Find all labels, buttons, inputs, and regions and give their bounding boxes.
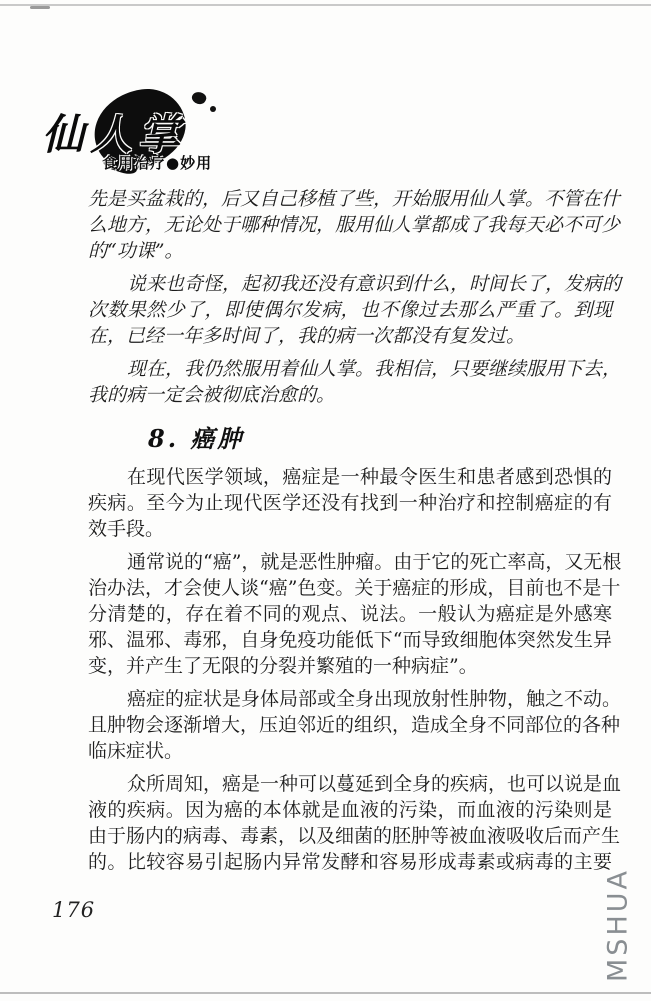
text-line: 通常说的“癌”，就是恶性肿瘤。由于它的死亡率高，又无根 xyxy=(127,551,622,573)
text-line: 的“功课”。 xyxy=(88,240,184,262)
text-line: 癌症的症状是身体局部或全身出现放射性肿物，触之不动。 xyxy=(127,688,622,710)
text-line: 邪、温邪、毒邪，自身免疫功能低下“而导致细胞体突然发生异 xyxy=(88,629,612,651)
paragraph xyxy=(88,464,612,542)
text-line: 由于肠内的病毒、毒素，以及细菌的胚肿等被血液吸收后而产生 xyxy=(88,825,621,847)
text-line: 治办法，才会使人谈“癌”色变。关于癌症的形成，目前也不是十 xyxy=(88,577,621,599)
text-line: 我的病一定会被彻底治愈的。 xyxy=(88,384,336,406)
paragraph xyxy=(88,771,622,875)
paragraph xyxy=(88,686,622,764)
text-line: 的。比较容易引起肠内异常发酵和容易形成毒素或病毒的主要 xyxy=(88,851,612,873)
logo-title: 仙人掌 xyxy=(42,110,187,159)
text-line: 且肿物会逐渐增大，压迫邻近的组织，造成全身不同部位的各种 xyxy=(88,714,621,736)
text-line: 在现代医学领域，癌症是一种最令医生和患者感到恐惧的 xyxy=(127,466,612,488)
text-line: 临床症状。 xyxy=(88,740,184,762)
paragraph xyxy=(88,549,622,679)
book-logo xyxy=(42,88,292,183)
intro-paragraphs xyxy=(88,186,622,408)
text-line: 说来也奇怪，起初我还没有意识到什么，时间长了，发病的 xyxy=(127,273,622,295)
section-heading: 8. 癌肿 xyxy=(148,424,245,453)
text-line: 在，已经一年多时间了，我的病一次都没有复发过。 xyxy=(88,325,526,347)
text-line: 先是买盆栽的，后又自己移植了些，开始服用仙人掌。不管在什 xyxy=(88,188,621,210)
section-paragraphs xyxy=(88,464,622,875)
text-line: 么地方，无论处于哪种情况，服用仙人掌都成了我每天必不可少 xyxy=(88,214,621,236)
scan-edge-top xyxy=(0,4,651,6)
page-number: 176 xyxy=(52,898,96,922)
watermark-text: MSHUA xyxy=(602,868,634,982)
ink-dot xyxy=(210,106,216,112)
paragraph xyxy=(88,271,622,349)
scan-mark xyxy=(30,6,50,9)
text-line: 众所周知，癌是一种可以蔓延到全身的疾病，也可以说是血 xyxy=(127,773,622,795)
paragraph xyxy=(88,356,622,408)
paragraph xyxy=(88,186,621,264)
text-line: 现在，我仍然服用着仙人掌。我相信，只要继续服用下去， xyxy=(127,358,622,380)
text-line: 疾病。至今为止现代医学还没有找到一种治疗和控制癌症的有 xyxy=(88,492,612,514)
text-line: 变，并产生了无限的分裂并繁殖的一种病症”。 xyxy=(88,655,478,677)
text-line: 效手段。 xyxy=(88,518,165,540)
ink-dot xyxy=(190,89,208,106)
text-line: 次数果然少了，即使偶尔发病，也不像过去那么严重了。到现 xyxy=(88,299,612,321)
scan-edge-bottom xyxy=(0,992,651,994)
body-text-column xyxy=(88,186,622,882)
text-line: 液的疾病。因为癌的本体就是血液的污染，而血液的污染则是 xyxy=(88,799,612,821)
logo-subtitle: 食用治疗●妙用 xyxy=(102,154,213,172)
text-line: 分清楚的，存在着不同的观点、说法。一般认为癌症是外感寒 xyxy=(88,603,612,625)
